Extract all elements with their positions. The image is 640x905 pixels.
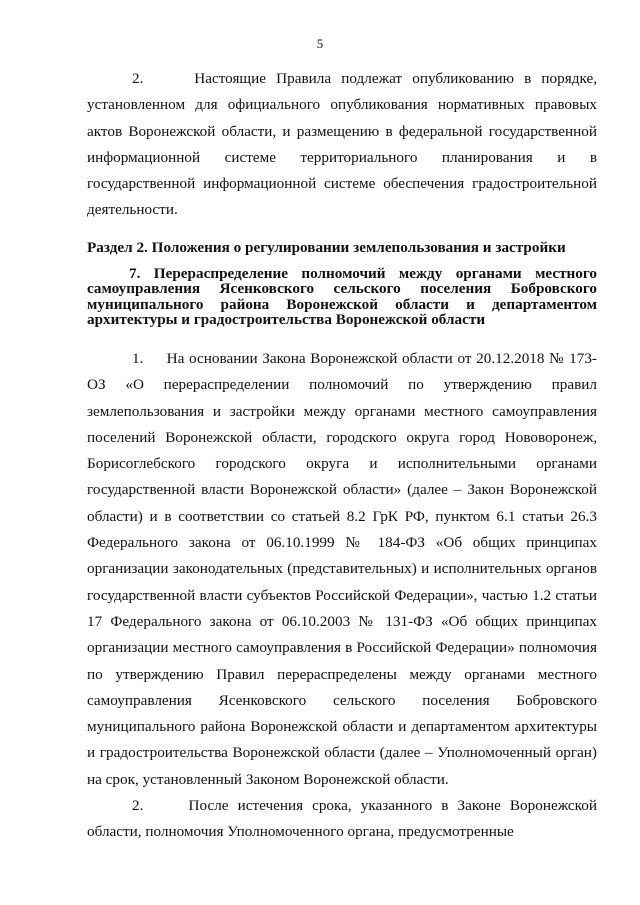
paragraph-1-block <box>87 346 597 793</box>
rules-publication-paragraph: 2. Настоящие Правила подлежат опубликованию в порядке, установленном для официального опубликования нормативных правовых актов Воронежской области, и размещению в федеральной государственной информационной системе территориального планирования и в государственной информационной системе обеспечения градостроительной деятельности. <box>87 70 597 219</box>
paragraph-1: 1. На основании Закона Воронежской области от 20.12.2018 № 173-ОЗ «О перераспределении полномочий по утверждению правил землепользования и застройки между органами местного самоуправления поселений Воронежской области, городского округа город Нововоронеж, Борисоглебского городского округа и исполнительными органами государственной власти Воронежской области» (далее – Закон Воронежской области) и в соответствии со статьей 8.2 ГрК РФ, пунктом 6.1 статьи 26.3 Федерального закона от 06.10.1999 № 184-ФЗ «Об общих принципах организации законодательных (представительных) и исполнительных органов государственной власти субъектов Российской Федерации», частью 1.2 статьи 17 Федерального закона от 06.10.2003 № 131-ФЗ «Об общих принципах организации местного самоуправления в Российской Федерации» полномочия по утверждению Правил перераспределены между органами местного самоуправления Ясенковского сельского поселения Бобровского муниципального района Воронежской области и департаментом архитектуры и градостроительства Воронежской области (далее – Уполномоченный орган) на срок, установленный Законом Воронежской области. <box>87 350 597 788</box>
subsection-heading: 7. Перераспределение полномочий между органами местного самоуправления Ясенковского сельского поселения Бобровского муниципального района Воронежской области и департаментом архитектуры и градостроительства Воронежской области <box>87 265 597 329</box>
subsection-heading-block <box>87 266 597 328</box>
section-heading: Раздел 2. Положения о регулировании землепользования и застройки <box>87 239 566 256</box>
paragraph-2-block <box>87 793 597 846</box>
section-heading-block <box>87 237 597 259</box>
page-number: 5 <box>316 36 324 51</box>
paragraph-2: 2. После истечения срока, указанного в Законе Воронежской области, полномочия Уполномоченного органа, предусмотренные <box>87 797 597 841</box>
rules-publication-paragraph-block <box>87 66 597 224</box>
